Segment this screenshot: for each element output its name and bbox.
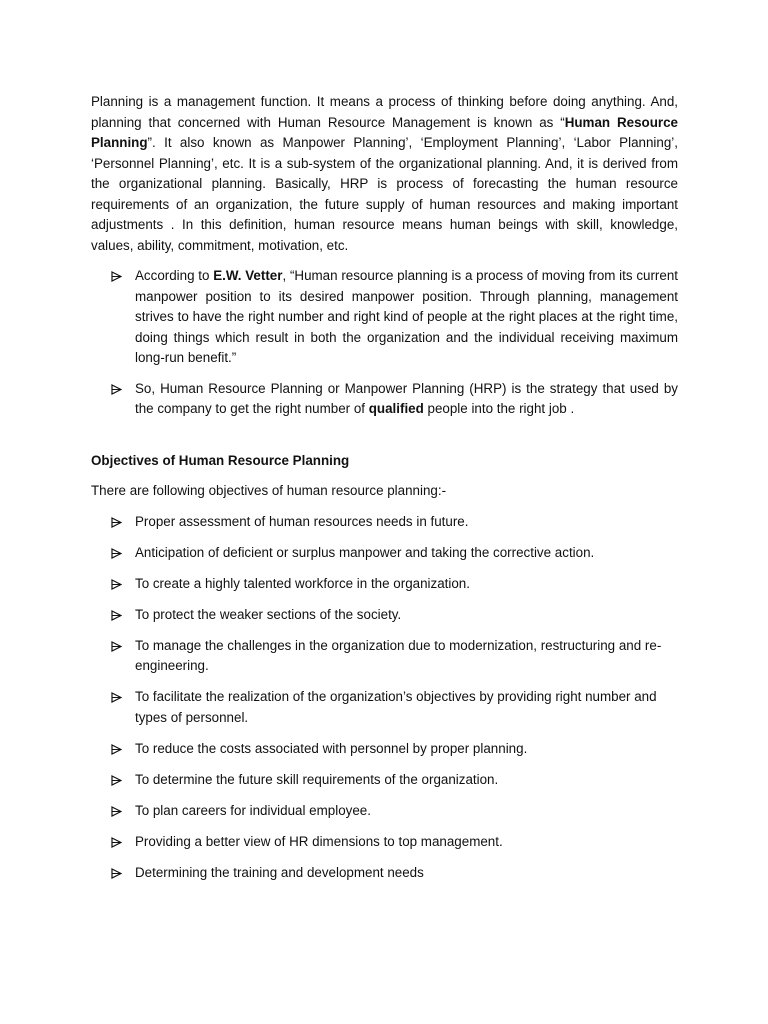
arrow-bullet-icon — [111, 837, 122, 848]
arrow-bullet-icon — [111, 517, 122, 528]
arrow-bullet-icon — [111, 384, 122, 395]
intro-text-2: ”. It also known as Manpower Planning’, ‘Employment Planning’, ‘Labor Planning’, ‘Personnel Planning’, etc. It is a sub-system of the organizational planning. And, it is derived from the organizational planning. Basically, HRP is process of forecasting the human resource requirements of an organization, the future supply of human resources and making important adjustments . In this definition, human resource means human beings with skill, knowledge, values, ability, commitment, motivation, etc. — [91, 135, 678, 253]
list-item — [91, 574, 678, 595]
document-body — [91, 92, 678, 894]
list-item — [91, 770, 678, 791]
summary-bold: qualified — [368, 401, 424, 416]
list-item — [91, 687, 678, 728]
arrow-bullet-icon — [111, 548, 122, 559]
objective-text: To protect the weaker sections of the society. — [135, 606, 402, 622]
objective-text: To determine the future skill requirements of the organization. — [135, 771, 499, 787]
section-heading: Objectives of Human Resource Planning — [91, 452, 350, 468]
objective-text: Anticipation of deficient or surplus manpower and taking the corrective action. — [135, 544, 595, 560]
intro-paragraph — [91, 92, 678, 256]
objective-text: Determining the training and development needs — [135, 864, 424, 880]
arrow-bullet-icon — [111, 806, 122, 817]
objective-text: Providing a better view of HR dimensions to top management. — [135, 833, 503, 849]
list-item — [91, 832, 678, 853]
list-item — [91, 801, 678, 822]
list-item — [91, 605, 678, 626]
arrow-bullet-icon — [111, 271, 122, 282]
arrow-bullet-icon — [111, 744, 122, 755]
objective-text: Proper assessment of human resources needs in future. — [135, 513, 469, 529]
objective-text: To manage the challenges in the organization due to modernization, restructuring and re-engineering. — [135, 637, 662, 673]
section-intro: There are following objectives of human resource planning:- — [91, 483, 447, 498]
quote-author: E.W. Vetter — [213, 268, 283, 283]
objective-text: To reduce the costs associated with personnel by proper planning. — [135, 740, 528, 756]
list-item — [91, 266, 678, 369]
list-item — [91, 379, 678, 420]
list-item — [91, 739, 678, 760]
objectives-list — [91, 512, 678, 884]
list-item — [91, 863, 678, 884]
list-item — [91, 512, 678, 533]
definition-list — [91, 266, 678, 420]
arrow-bullet-icon — [111, 610, 122, 621]
objective-text: To plan careers for individual employee. — [135, 802, 371, 818]
arrow-bullet-icon — [111, 641, 122, 652]
summary-text-pre: So, Human Resource Planning or Manpower Planning (HRP) is the strategy that used by the company to get the right number of — [135, 380, 678, 416]
list-item — [91, 636, 678, 677]
quote-text-pre: According to — [135, 268, 214, 283]
quote-text-post: , “Human resource planning is a process of moving from its current manpower position to its desired manpower position. Through planning, management strives to have the right number and right kind of people at the right places at the right time, doing things which result in both the organization and the individual receiving maximum long-run benefit.” — [135, 268, 678, 365]
arrow-bullet-icon — [111, 775, 122, 786]
intro-text-1: Planning is a management function. It means a process of thinking before doing anything. And, planning that concerned with Human Resource Management is known as “ — [91, 94, 678, 130]
intro-bold-term: Human Resource Planning — [91, 114, 678, 150]
objective-text: To create a highly talented workforce in the organization. — [135, 575, 470, 591]
objective-text: To facilitate the realization of the organization’s objectives by providing right number and types of personnel. — [135, 689, 657, 725]
arrow-bullet-icon — [111, 868, 122, 879]
list-item — [91, 543, 678, 564]
arrow-bullet-icon — [111, 579, 122, 590]
summary-text-post: people into the right job . — [423, 401, 575, 416]
arrow-bullet-icon — [111, 692, 122, 703]
